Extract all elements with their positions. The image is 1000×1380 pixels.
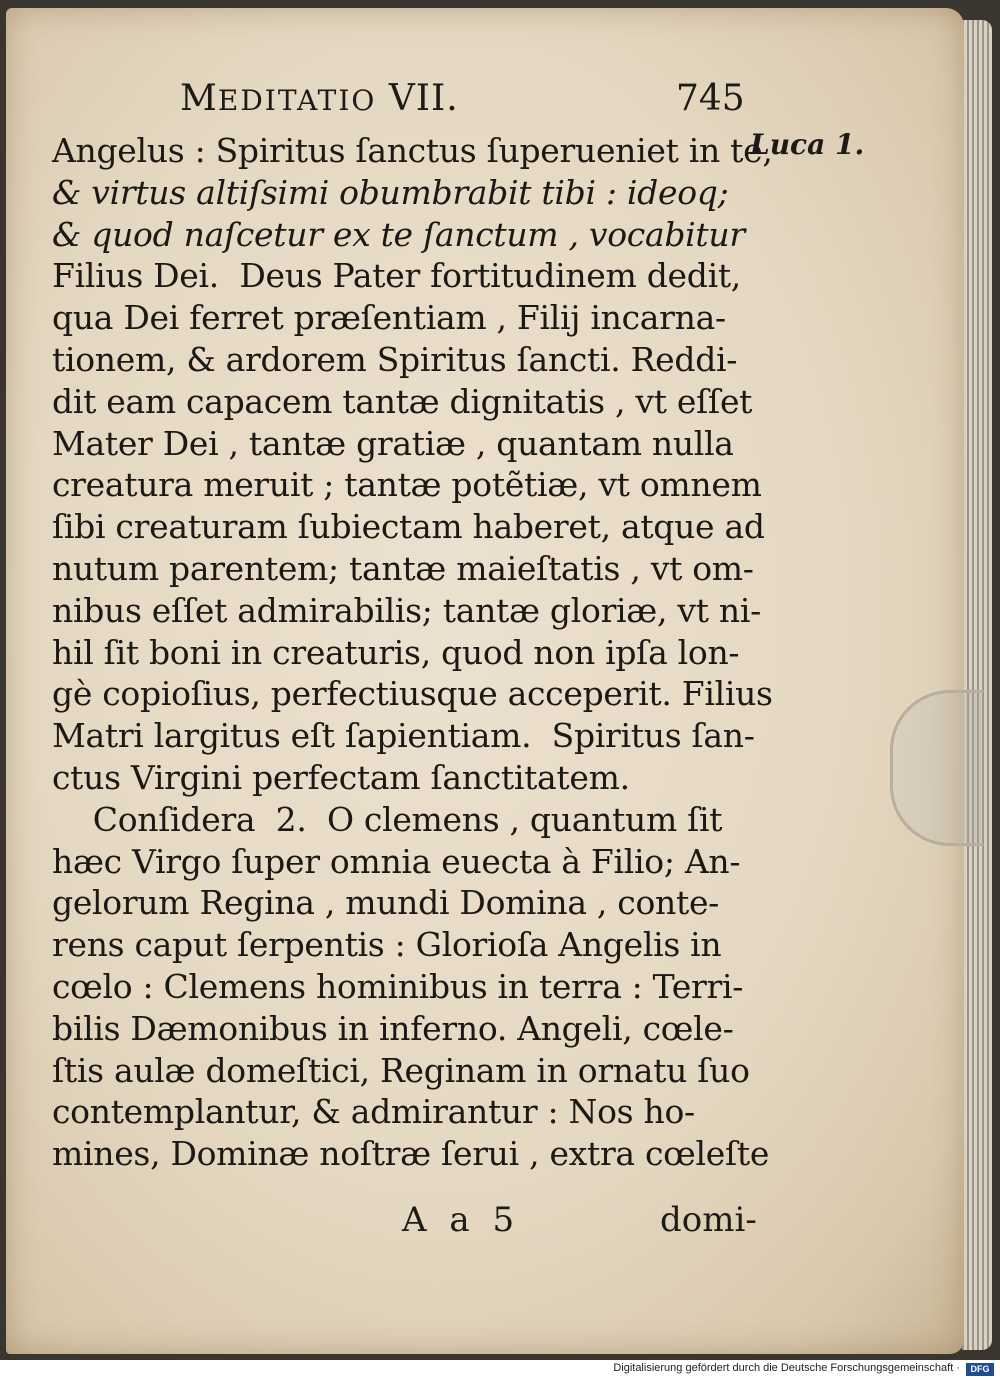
text-line: tionem, & ardorem Spiritus ſancti. Reddi- — [52, 339, 738, 379]
text-line: Mater Dei , tantæ gratiæ , quantam nulla — [52, 423, 734, 463]
running-title-numeral: VII. — [388, 78, 459, 119]
text-line: mines, Dominæ noſtræ ſerui , extra cœleſte — [52, 1134, 770, 1174]
text-line: ctus Virgini perfectam ſanctitatem. — [52, 757, 630, 797]
running-title — [180, 78, 459, 119]
body-text — [52, 130, 772, 1175]
text-line: qua Dei ferret præſentiam , Filij incarna- — [52, 298, 726, 338]
catchword: domi- — [660, 1200, 757, 1240]
text-line: nutum parentem; tantæ maieſtatis , vt om- — [52, 548, 754, 588]
text-line: Filius Dei. Deus Pater fortitudinem dedit, — [52, 256, 741, 296]
marginal-note: Luca 1. — [750, 128, 865, 161]
running-title-smallcaps: EDITATIO — [217, 84, 377, 117]
text-line: hæc Virgo ſuper omnia euecta à Filio; An- — [52, 841, 741, 881]
text-line: creatura meruit ; tantæ potẽtiæ, vt omnem — [52, 465, 762, 505]
running-title-initial: M — [180, 78, 218, 119]
text-line: gè copioſius, perfectiusque acceperit. Filius — [52, 674, 773, 714]
text-line: Matri largitus eſt ſapientiam. Spiritus ſan- — [52, 716, 755, 756]
text-line: Conſidera 2. O clemens , quantum ſit — [52, 799, 723, 839]
dfg-logo: DFG — [966, 1363, 994, 1376]
footer-bar — [0, 1360, 1000, 1380]
text-line: dit eam capacem tantæ dignitatis , vt eſſet — [52, 381, 753, 421]
text-line: cœlo : Clemens hominibus in terra : Terri- — [52, 966, 744, 1006]
book-fore-edge — [962, 20, 992, 1350]
page-clip — [890, 690, 983, 846]
text-line: ſtis aulæ domeſtici, Reginam in ornatu ſuo — [52, 1050, 750, 1090]
text-line: rens caput ſerpentis : Glorioſa Angelis in — [52, 925, 722, 965]
text-line: contemplantur, & admirantur : Nos ho- — [52, 1092, 695, 1132]
text-line: hil ſit boni in creaturis, quod non ipſa lon- — [52, 632, 740, 672]
text-line: bilis Dæmonibus in inferno. Angeli, cœle- — [52, 1008, 734, 1048]
page-number: 745 — [676, 78, 745, 119]
text-line: gelorum Regina , mundi Domina , conte- — [52, 883, 720, 923]
text-line: ſibi creaturam ſubiectam haberet, atque ad — [52, 507, 765, 547]
text-line: nibus eſſet admirabilis; tantæ gloriæ, vt ni- — [52, 590, 761, 630]
text-line: & virtus altiſsimi obumbrabit tibi : ideoq; — [52, 172, 729, 212]
text-line: Angelus : Spiritus ſanctus ſuperueniet in te, — [52, 131, 773, 170]
signature-mark: A a 5 — [402, 1200, 521, 1240]
text-line: & quod naſcetur ex te ſanctum , vocabitur — [52, 214, 745, 254]
funding-credit: Digitalisierung gefördert durch die Deutsche Forschungsgemeinschaft · — [613, 1362, 960, 1374]
